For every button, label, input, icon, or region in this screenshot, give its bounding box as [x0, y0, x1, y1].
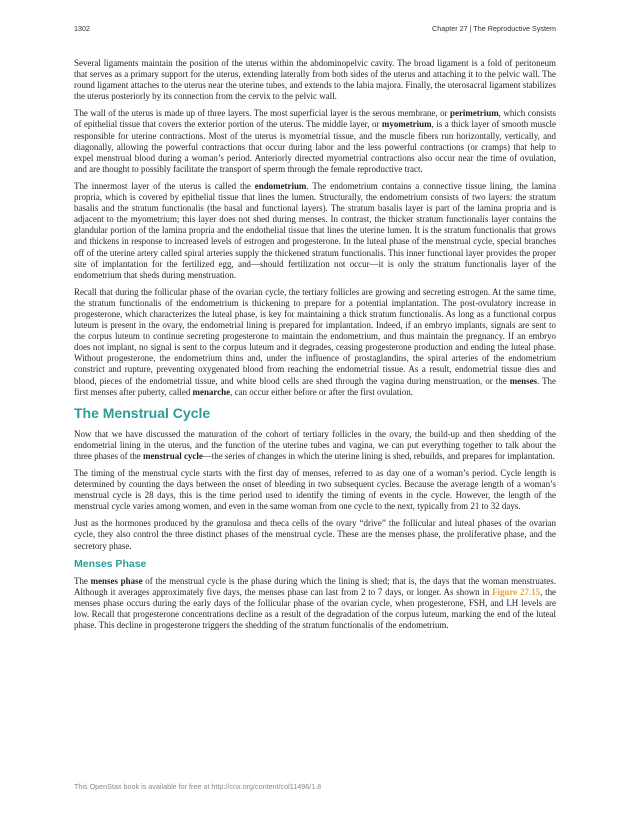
page-footer: This OpenStax book is available for free at http://cnx.org/content/col11496/1.8 — [74, 782, 322, 791]
paragraph-menses-phase: The menses phase of the menstrual cycle is the phase during which the lining is shed; that is, the days that the woman menstruates. Although it averages approximately five days, the menses phase can last from 2 to 7 days, or longer. As shown in Figure 27.15, the menses phase occurs during the early days of the follicular phase of the ovarian cycle, when progesterone, FSH, and LH levels are low. Recall that progesterone concentrations decline as a result of the degradation of the corpus luteum, marking the end of the luteal phase. This decline in progesterone triggers the shedding of the stratum functionalis of the endometrium. — [74, 575, 557, 631]
paragraph-endometrium: The innermost layer of the uterus is called the endometrium. The endometrium contains a connective tissue lining, the lamina propria, which is covered by epithelial tissue that lines the lumen. Structurally, the endometrium consists of two layers: the stratum basalis and the stratum functionalis (the basal and functional layers). The stratum basalis layer is part of the lamina propria and is adjacent to the myometrium; this layer does not shed during menses. In contrast, the thicker stratum functionalis layer contains the glandular portion of the lamina propria and the endothelial tissue that lines the uterine lumen. It is the stratum functionalis that grows and thickens in response to increased levels of estrogen and progesterone. In the luteal phase of the menstrual cycle, special branches off of the uterine artery called spiral arteries supply the thickened stratum functionalis. This inner functional layer provides the proper site of implantation for the fertilized egg, and—should fertilization not occur—it is only the stratum functionalis layer of the endometrium that sheds during menstruation. — [74, 180, 556, 280]
subsection-heading-menses-phase: Menses Phase — [74, 557, 147, 570]
paragraph-follicular-phase: Recall that during the follicular phase of the ovarian cycle, the tertiary follicles are growing and secreting estrogen. At the same time, the stratum functionalis of the endometrium is thickening to prepare for a potential implantation. The post-ovulatory increase in progesterone, which characterizes the luteal phase, is key for maintaining a thick stratum functionalis. As long as a functional corpus luteum is present in the ovary, the endometrial lining is prepared for implantation. Indeed, if an embryo implants, signals are sent to the corpus luteum to continue secreting progesterone to maintain the endometrium, and thus maintain the pregnancy. If an embryo does not implant, no signal is sent to the corpus luteum and it degrades, ceasing progesterone production and ending the luteal phase. Without progesterone, the endometrium thins and, under the influence of prostaglandins, the spiral arteries of the endometrium constrict and rupture, preventing oxygenated blood from reaching the endometrial tissue. As a result, endometrial tissue dies and blood, pieces of the endometrial tissue, and white blood cells are shed through the vagina during menstruation, or the menses. The first menses after puberty, called menarche, can occur either before or after the first ovulation. — [74, 286, 556, 397]
term-myometrium: myometrium — [381, 119, 432, 130]
page-content — [74, 58, 556, 637]
term-menstrual-cycle: menstrual cycle — [143, 450, 203, 461]
paragraph-hormones: Just as the hormones produced by the granulosa and theca cells of the ovary “drive” the follicular and luteal phases of the ovarian cycle, they also control the three distinct phases of the menstrual cycle. These are the menses phase, the proliferative phase, and the secretory phase. — [74, 518, 556, 551]
chapter-title: Chapter 27 | The Reproductive System — [432, 24, 556, 33]
section-heading-menstrual-cycle: The Menstrual Cycle — [74, 404, 211, 421]
term-endometrium: endometrium — [254, 180, 307, 191]
paragraph-cycle-timing: The timing of the menstrual cycle starts with the first day of menses, referred to as day one of a woman’s period. Cycle length is determined by counting the days between the onset of bleeding in two subsequent cycles. Because the average length of a woman’s menstrual cycle is 28 days, this is the time period used to identify the timing of events in the cycle. However, the length of the menstrual cycle varies among women, and even in the same woman from one cycle to the next, typically from 21 to 32 days. — [74, 468, 556, 512]
paragraph-uterine-wall: The wall of the uterus is made up of three layers. The most superficial layer is the serous membrane, or perimetrium, which consists of epithelial tissue that covers the exterior portion of the uterus. The middle layer, or myometrium, is a thick layer of smooth muscle responsible for uterine contractions. Most of the uterus is myometrial tissue, and the muscle fibers run horizontally, vertically, and diagonally, allowing the powerful contractions that occur during labor and the less powerful contractions (or cramps) that help to expel menstrual blood during a woman’s period. Anteriorly directed myometrial contractions also occur near the time of ovulation, and are thought to possibly facilitate the transport of sperm through the female reproductive tract. — [74, 108, 556, 174]
term-menses-phase: menses phase — [90, 575, 143, 586]
figure-link[interactable]: Figure 27.15 — [492, 586, 541, 597]
page-number: 1302 — [74, 24, 90, 33]
paragraph-ligaments: Several ligaments maintain the position of the uterus within the abdominopelvic cavity. The broad ligament is a fold of peritoneum that serves as a primary support for the uterus, extending laterally from both sides of the uterus and attaching it to the pelvic wall. The round ligament attaches to the uterus near the uterine tubes, and extends to the labia majora. Finally, the uterosacral ligament stabilizes the uterus posteriorly by its connection from the cervix to the pelvic wall. — [74, 58, 556, 102]
term-perimetrium: perimetrium — [450, 108, 499, 119]
term-menses: menses — [509, 375, 538, 386]
term-menarche: menarche — [192, 386, 231, 397]
paragraph-menstrual-intro: Now that we have discussed the maturation of the cohort of tertiary follicles in the ovary, the build-up and then shedding of the endometrial lining in the uterus, and the function of the uterine tubes and vagina, we can put everything together to talk about the three phases of the menstrual cycle—the series of changes in which the uterine lining is shed, rebuilds, and prepares for implantation. — [74, 428, 556, 461]
